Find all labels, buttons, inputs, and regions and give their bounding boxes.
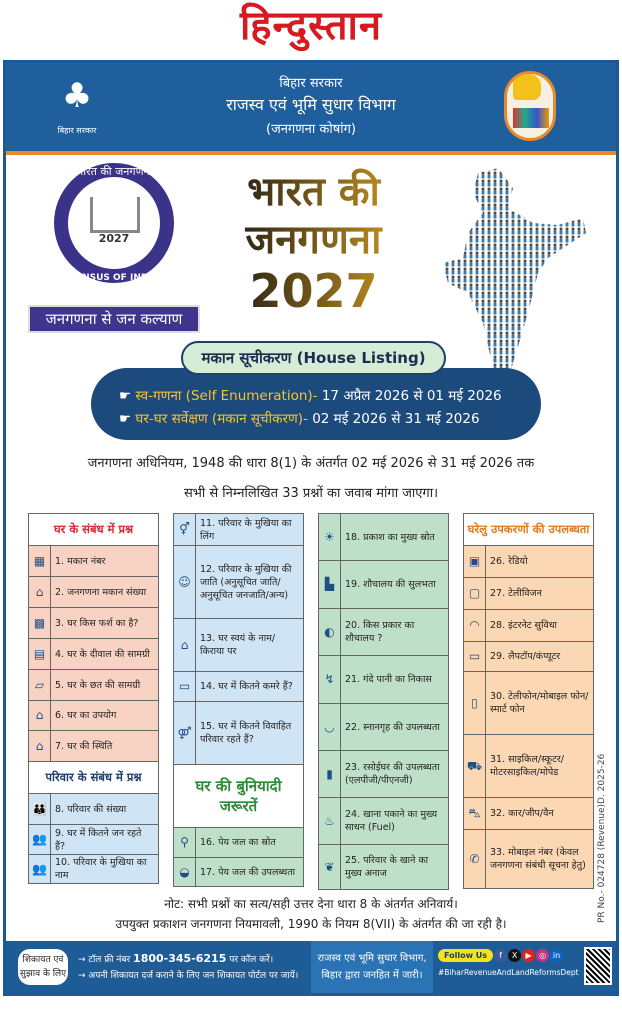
seal-bottom-text: CENSUS OF INDIA (69, 273, 159, 283)
roof-icon: ▱ (29, 670, 51, 700)
questions-column-2 (173, 513, 304, 887)
pr-number: PR No.- 024728 (Revenue)D. 2025-26 (597, 753, 607, 923)
question-row (174, 546, 303, 619)
brick-wall-icon: ▤ (29, 639, 51, 669)
complaint-label: शिकायत एवं सुझाव के लिए (18, 949, 68, 985)
question-text: 21. गंदे पानी का निकास (345, 674, 432, 685)
schedule-house-survey (119, 409, 541, 432)
schedule-self-enumeration (119, 386, 541, 409)
building-icon: ▦ (29, 546, 51, 576)
people-icon: 👥 (29, 825, 51, 854)
social-links (438, 949, 579, 977)
issuer-line-2: बिहार द्वारा जनहित में जारी। (321, 970, 423, 981)
question-row (174, 672, 303, 702)
question-row (319, 656, 448, 704)
department-name: राजस्व एवं भूमि सुधार विभाग (226, 95, 396, 114)
portal-instruction: → अपनी शिकायत दर्ज कराने के लिए जन शिकायत पोर्टल पर जायें। (78, 971, 299, 981)
gender-icon: ⚥ (174, 514, 196, 545)
question-text: 28. इंटरनेट सुविधा (490, 620, 558, 631)
question-row (464, 672, 593, 735)
schedule-label: घर-घर सर्वेक्षण (मकान सूचीकरण)- (135, 411, 308, 427)
house-number-icon: ⌂ (29, 577, 51, 607)
question-text: 24. खाना पकाने का मुख्य साधन (Fuel) (345, 809, 438, 833)
tap-icon: ⚲ (174, 828, 196, 857)
question-row (29, 825, 158, 855)
question-row (464, 642, 593, 672)
room-icon: ▭ (174, 672, 196, 701)
question-row (319, 798, 448, 845)
question-text: 22. स्नानगृह की उपलब्धता (345, 721, 440, 733)
question-row (29, 731, 158, 762)
tagline: जनगणना से जन कल्याण (28, 305, 200, 333)
question-text: 33. मोबाइल नंबर (केवल जनगणना संबंधी सूचना हेतु) (490, 847, 586, 871)
bihar-census-logo (504, 71, 556, 141)
schedule-dates: 02 मई 2026 से 31 मई 2026 (312, 411, 480, 427)
question-text: 4. घर के दीवाल की सामग्री (55, 648, 150, 660)
question-row (319, 609, 448, 656)
question-text: 7. घर की स्थिति (55, 740, 113, 752)
question-row (29, 546, 158, 577)
question-text: 26. रेडियो (490, 556, 528, 567)
question-row (29, 794, 158, 825)
note-line-2: उपयुक्त प्रकाशन जनगणना नियमावली, 1990 के नियम 8(VII) के अंतर्गत की जा रही है। (115, 917, 507, 931)
pointing-hand-icon: ☛ (119, 411, 136, 427)
drain-icon: ↯ (319, 656, 341, 703)
house-listing-label: मकान सूचीकरण (House Listing) (181, 341, 446, 375)
question-text: 14. घर में कितने कमरे हैं? (200, 681, 293, 692)
questions-column-3 (318, 513, 449, 890)
question-text: 10. परिवार के मुखिया का नाम (55, 857, 147, 881)
question-row (464, 735, 593, 798)
gas-cylinder-icon: ▮ (319, 751, 341, 797)
scooter-icon: ⛟ (464, 735, 486, 797)
note-line-1: नोट: सभी प्रश्नों का सत्य/सही उत्तर देना धारा 8 के अंतर्गत अनिवार्य। (164, 897, 458, 911)
hashtag: #BiharRevenueAndLandReformsDept (438, 968, 579, 977)
question-row (464, 578, 593, 610)
tollfree-suffix: पर कॉल करें। (226, 955, 274, 965)
head-of-family-icon: 👥 (29, 855, 51, 883)
car-icon: ⛍ (464, 798, 486, 829)
act-text-line-2: सभी से निम्नलिखित 33 प्रश्नों का जवाब मांगा जाएगा। (183, 486, 439, 501)
question-row (174, 514, 303, 546)
question-row (464, 546, 593, 578)
caste-icon: ☺ (174, 546, 196, 618)
schedule-banner (91, 368, 541, 440)
toilet-type-icon: ◐ (319, 609, 341, 655)
wifi-icon: ◠ (464, 610, 486, 641)
question-text: 2. जनगणना मकान संख्या (55, 586, 147, 598)
floor-icon: ▩ (29, 608, 51, 638)
section-heading: घर की बुनियादी जरूरतें (174, 765, 303, 828)
seal-top-text: भारत की जनगणना (75, 165, 153, 178)
computer-icon: ▭ (464, 642, 486, 671)
question-text: 9. घर में कितने जन रहते हैं? (55, 827, 142, 852)
mobile-icon: ▯ (464, 672, 486, 734)
question-text: 15. घर में कितने विवाहित परिवार रहते हैं? (200, 721, 292, 745)
question-row (29, 639, 158, 670)
question-text: 19. शौचालय की सुलभता (345, 579, 436, 590)
department-header (6, 63, 616, 155)
house-icon (90, 197, 140, 233)
question-row (29, 855, 158, 883)
question-row (319, 845, 448, 889)
linkedin-icon[interactable]: in (550, 949, 563, 962)
question-row (464, 830, 593, 888)
question-text: 11. परिवार के मुखिया का लिंग (200, 517, 292, 542)
schedule-label: स्व-गणना (Self Enumeration)- (135, 388, 318, 404)
issuer-line-1: राजस्व एवं भूमि सुधार विभाग, (317, 953, 427, 964)
question-row (29, 608, 158, 639)
question-row (319, 561, 448, 609)
question-row (464, 798, 593, 830)
questions-column-4 (463, 513, 594, 889)
question-text: 5. घर के छत की सामग्री (55, 679, 141, 691)
question-text: 25. परिवार के खाने का मुख्य अनाज (345, 855, 429, 879)
stove-icon: ♨ (319, 798, 341, 844)
bulb-icon: ☀ (319, 514, 341, 560)
question-text: 8. परिवार की संख्या (55, 803, 127, 815)
pointing-hand-icon: ☛ (119, 388, 136, 404)
question-text: 29. लैपटॉप/कंप्यूटर (490, 651, 561, 662)
question-text: 31. साइकिल/स्कूटर/ मोटरसाइकिल/मोपेड (490, 754, 564, 778)
question-text: 27. टेलीविजन (490, 588, 542, 599)
tv-icon: ▢ (464, 578, 486, 609)
follow-us-badge: Follow Us (438, 949, 493, 962)
complaint-instructions (78, 951, 298, 984)
question-row (319, 514, 448, 561)
house-condition-icon: ⌂ (29, 731, 51, 761)
question-text: 32. कार/जीप/वैन (490, 808, 554, 819)
question-row (464, 610, 593, 642)
couple-icon: ⚤ (174, 702, 196, 764)
question-text: 1. मकान नंबर (55, 555, 106, 567)
bodhi-tree-icon: ♣ (61, 76, 93, 116)
title-line-1: भारत की (226, 168, 401, 216)
question-text: 13. घर स्वयं के नाम/ किराया पर (200, 633, 276, 657)
family-icon: 👪 (29, 794, 51, 824)
question-text: 20. किस प्रकार का शौचालय ? (345, 620, 415, 644)
section-heading: घरेलु उपकरणों की उपलब्धता (464, 514, 593, 546)
census-seal-logo (54, 163, 174, 283)
section-heading: घर के संबंध में प्रश्न (29, 514, 158, 546)
radio-icon: ▣ (464, 546, 486, 577)
question-text: 23. रसोईघर की उपलब्धता (एलपीजी/पीएनजी) (345, 762, 440, 786)
issuer-note (311, 941, 433, 993)
question-row (174, 828, 303, 858)
act-text-line-1: जनगणना अधिनियम, 1948 की धारा 8(1) के अंतर्गत 02 मई 2026 से 31 मई 2026 तक (87, 456, 535, 471)
youtube-icon[interactable]: ▶ (522, 949, 535, 962)
page-title (226, 168, 401, 318)
question-text: 30. टेलीफोन/मोबाइल फोन/स्मार्ट फोन (490, 691, 589, 715)
question-row (29, 670, 158, 701)
question-row (29, 577, 158, 608)
newspaper-masthead: हिन्दुस्तान (239, 2, 383, 49)
toilet-icon: ▙ (319, 561, 341, 608)
house-question-icon: ⌂ (29, 701, 51, 730)
question-row (29, 701, 158, 731)
instagram-icon[interactable]: ◎ (536, 949, 549, 962)
government-name: बिहार सरकार (279, 76, 343, 91)
census-advertisement (3, 60, 619, 996)
question-row (319, 704, 448, 751)
question-text: 18. प्रकाश का मुख्य स्रोत (345, 531, 435, 543)
footer (6, 941, 616, 993)
emblem-caption: बिहार सरकार (57, 126, 97, 135)
tollfree-number[interactable]: 1800-345-6215 (133, 952, 227, 965)
question-text: 6. घर का उपयोग (55, 710, 117, 721)
grain-icon: ❦ (319, 845, 341, 889)
x-icon[interactable]: X (508, 949, 521, 962)
seal-year: 2027 (98, 232, 130, 245)
bucket-icon: ◒ (174, 858, 196, 886)
question-text: 17. पेय जल की उपलब्धता (200, 866, 296, 878)
questions-column-1 (28, 513, 159, 884)
bihar-emblem (56, 71, 98, 136)
question-text: 16. पेय जल का स्रोत (200, 837, 276, 848)
title-line-2: जनगणना (226, 216, 401, 264)
question-text: 3. घर किस फर्श का है? (55, 617, 139, 629)
house-ownership-icon: ⌂ (174, 619, 196, 671)
tollfree-text: → टॉल फ्री नंबर (78, 955, 134, 965)
qr-code[interactable] (584, 947, 612, 985)
question-row (174, 858, 303, 886)
title-year: 2027 (226, 264, 401, 318)
question-row (174, 619, 303, 672)
question-text: 12. परिवार के मुखिया की जाति (अनुसूचित जाति/ अनुसूचित जनजाति/अन्य) (200, 563, 292, 601)
bathtub-icon: ◡ (319, 704, 341, 750)
question-row (174, 702, 303, 765)
phone-call-icon: ✆ (464, 830, 486, 888)
facebook-icon[interactable]: f (494, 949, 507, 962)
schedule-dates: 17 अप्रैल 2026 से 01 मई 2026 (321, 388, 502, 404)
cell-name: (जनगणना कोषांग) (266, 122, 356, 137)
question-row (319, 751, 448, 798)
section-heading: परिवार के संबंध में प्रश्न (29, 762, 158, 794)
